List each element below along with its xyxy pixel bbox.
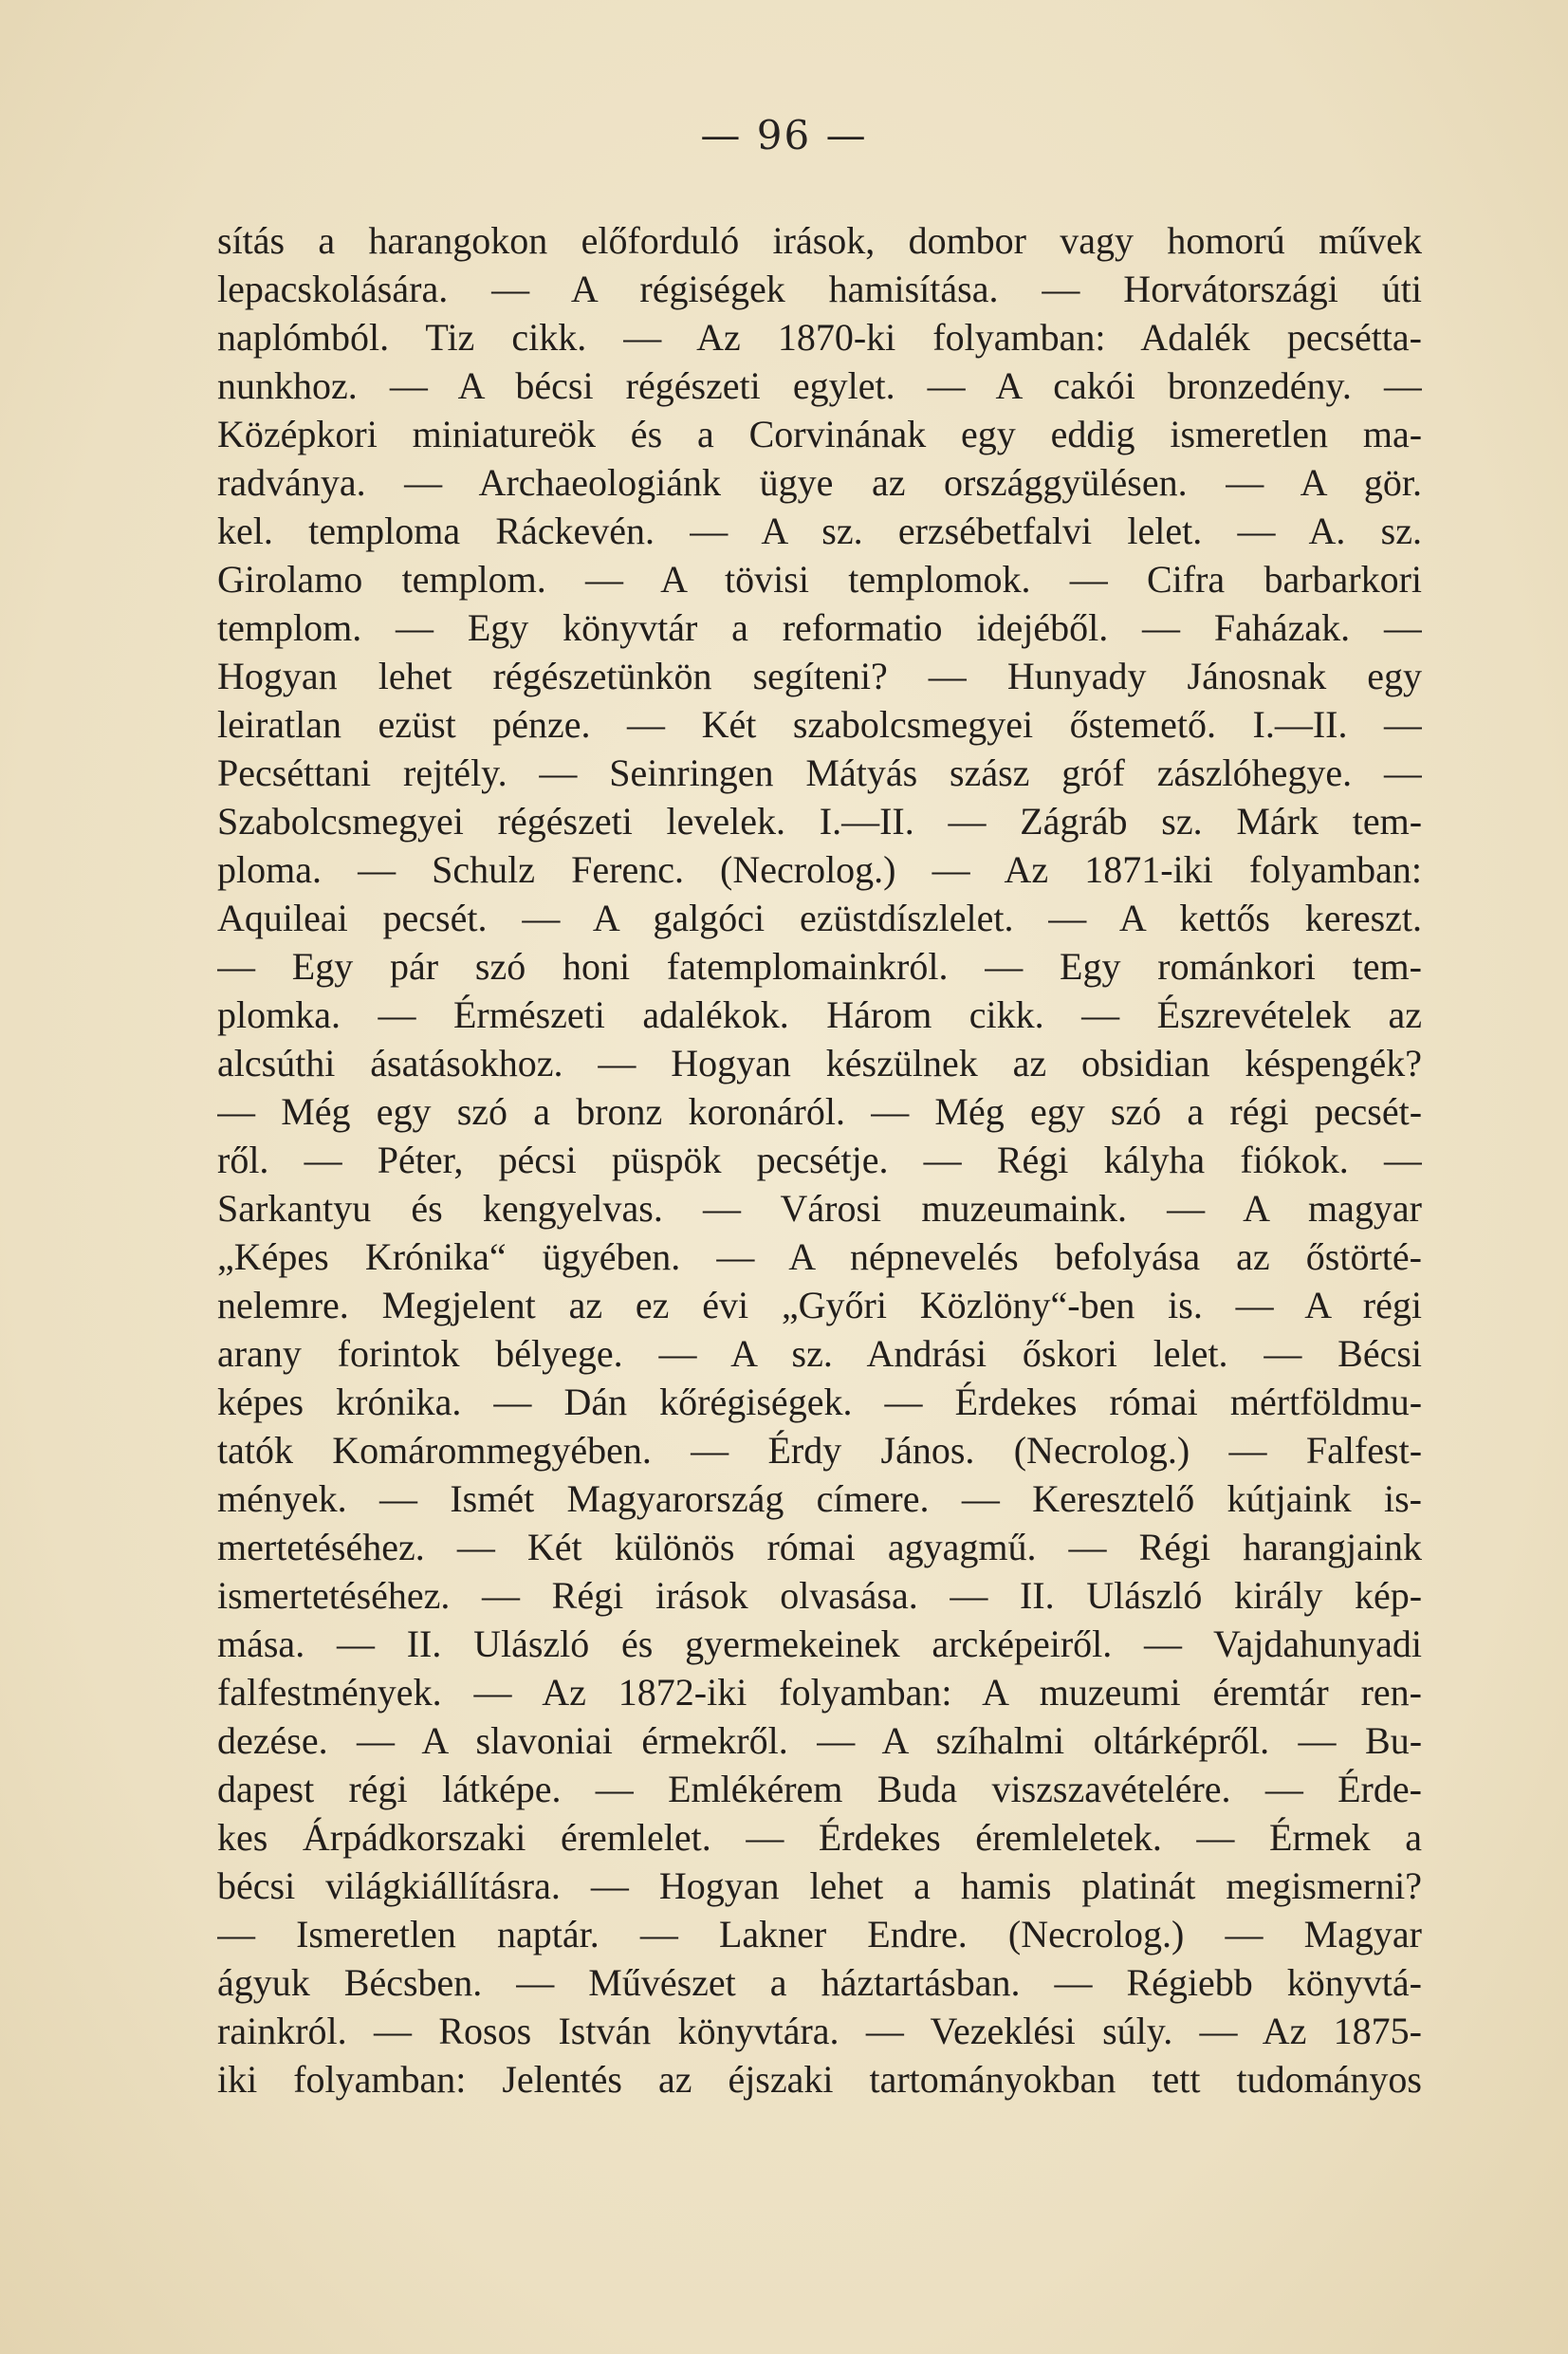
text-line: Szabolcsmegyei régészeti levelek. I.—II. — Zágráb sz. Márk tem- <box>217 800 1422 843</box>
page-number: — 96 — <box>700 112 868 158</box>
text-line: ről. — Péter, pécsi püspök pecsétje. — Régi kályha fiókok. — <box>217 1139 1422 1181</box>
text-line: mertetéséhez. — Két különös római agyagmű. — Régi harangjaink <box>217 1526 1422 1568</box>
text-line: Girolamo templom. — A tövisi templomok. — Cifra barbarkori <box>217 558 1422 601</box>
text-line: képes krónika. — Dán kőrégiségek. — Érdekes római mértföldmu- <box>217 1381 1422 1423</box>
text-line: Sarkantyu és kengyelvas. — Városi muzeumaink. — A magyar <box>217 1187 1422 1230</box>
text-line: rainkról. — Rosos István könyvtára. — Vezeklési súly. — Az 1875- <box>217 2010 1422 2052</box>
text-line: falfestmények. — Az 1872-iki folyamban: A muzeumi éremtár ren- <box>217 1671 1422 1714</box>
text-line: kes Árpádkorszaki éremlelet. — Érdekes éremleletek. — Érmek a <box>217 1816 1422 1859</box>
text-line: tatók Komárommegyében. — Érdy János. (Necrolog.) — Falfest- <box>217 1429 1422 1472</box>
text-line: Pecséttani rejtély. — Seinringen Mátyás szász gróf zászlóhegye. — <box>217 751 1422 794</box>
text-line: Középkori miniatureök és a Corvinának egy eddig ismeretlen ma- <box>217 413 1422 455</box>
text-line: leiratlan ezüst pénze. — Két szabolcsmegyei őstemető. I.—II. — <box>217 703 1422 746</box>
text-line: Hogyan lehet régészetünkön segíteni? — Hunyady Jánosnak egy <box>217 655 1422 697</box>
text-line: — Egy pár szó honi fatemplomainkról. — Egy románkori tem- <box>217 945 1422 988</box>
text-line: nunkhoz. — A bécsi régészeti egylet. — A cakói bronzedény. — <box>217 364 1422 407</box>
text-line: alcsúthi ásatásokhoz. — Hogyan készülnek az obsidian késpengék? <box>217 1042 1422 1084</box>
text-line: ploma. — Schulz Ferenc. (Necrolog.) — Az 1871-iki folyamban: <box>217 848 1422 891</box>
text-line: sítás a harangokon előforduló irások, dombor vagy homorú művek <box>217 219 1422 262</box>
text-line: radványa. — Archaeologiánk ügye az országgyülésen. — A gör. <box>217 461 1422 504</box>
text-line: ismertetéséhez. — Régi irások olvasása. — II. Ulászló király kép- <box>217 1574 1422 1617</box>
text-line: — Ismeretlen naptár. — Lakner Endre. (Necrolog.) — Magyar <box>217 1913 1422 1955</box>
text-line: bécsi világkiállításra. — Hogyan lehet a hamis platinát megismerni? <box>217 1864 1422 1907</box>
text-line: nelemre. Megjelent az ez évi „Győri Közlöny“-ben is. — A régi <box>217 1284 1422 1326</box>
text-line: lepacskolására. — A régiségek hamisítása. — Horvátországi úti <box>217 268 1422 310</box>
text-line: dapest régi látképe. — Emlékérem Buda viszszavételére. — Érde- <box>217 1768 1422 1810</box>
text-line: „Képes Krónika“ ügyében. — A népnevelés befolyása az őstörté- <box>217 1235 1422 1278</box>
text-line: naplómból. Tiz cikk. — Az 1870-ki folyamban: Adalék pecsétta- <box>217 316 1422 359</box>
text-line: Aquileai pecsét. — A galgóci ezüstdíszlelet. — A kettős kereszt. <box>217 897 1422 939</box>
text-line: kel. temploma Ráckevén. — A sz. erzsébetfalvi lelet. — A. sz. <box>217 510 1422 552</box>
text-line: dezése. — A slavoniai érmekről. — A szíhalmi oltárképről. — Bu- <box>217 1719 1422 1762</box>
text-line: arany forintok bélyege. — A sz. Andrási őskori lelet. — Bécsi <box>217 1332 1422 1375</box>
text-line: plomka. — Érmészeti adalékok. Három cikk. — Észrevételek az <box>217 993 1422 1036</box>
text-line: — Még egy szó a bronz koronáról. — Még egy szó a régi pecsét- <box>217 1090 1422 1133</box>
text-line: templom. — Egy könyvtár a reformatio idejéből. — Faházak. — <box>217 606 1422 649</box>
text-line: iki folyamban: Jelentés az éjszaki tartományokban tett tudományos <box>217 2058 1422 2101</box>
body-text <box>217 216 1422 2104</box>
text-line: ágyuk Bécsben. — Művészet a háztartásban. — Régiebb könyvtá- <box>217 1961 1422 2004</box>
text-line: mása. — II. Ulászló és gyermekeinek arcképeiről. — Vajdahunyadi <box>217 1622 1422 1665</box>
text-line: mények. — Ismét Magyarország címere. — Keresztelő kútjaink is- <box>217 1477 1422 1520</box>
